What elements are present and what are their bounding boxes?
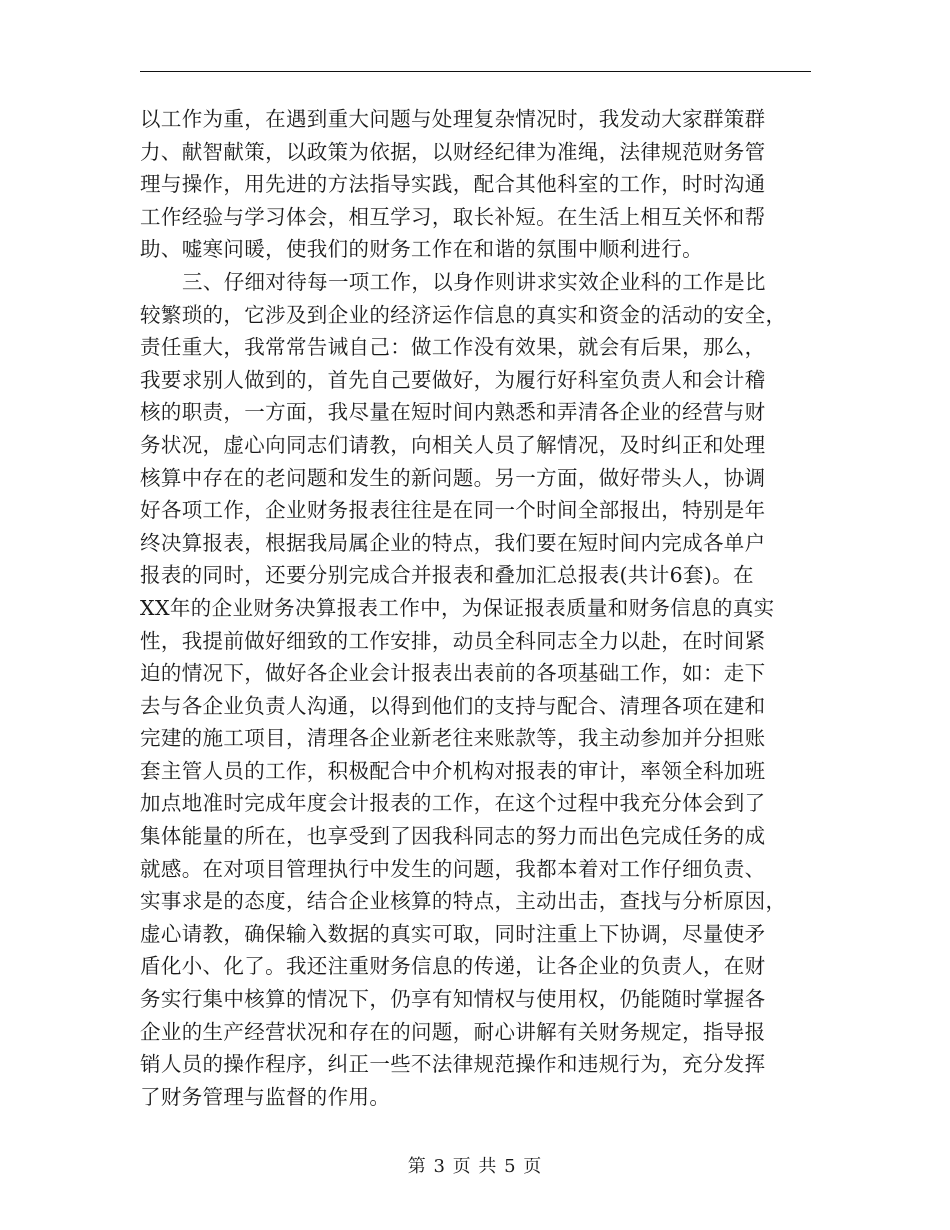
page-number-footer: 第 3 页 共 5 页 — [407, 1156, 543, 1177]
header-rule — [140, 71, 811, 72]
text-line: 核算中存在的老问题和发生的新问题。另一方面，做好带头人，协调 — [140, 465, 766, 490]
text-line: 盾化小、化了。我还注重财务信息的传递，让各企业的负责人，在财 — [140, 954, 766, 979]
text-line: 好各项工作，企业财务报表往往是在同一个时间全部报出，特别是年 — [140, 498, 766, 523]
text-line: 性，我提前做好细致的工作安排，动员全科同志全力以赴，在时间紧 — [140, 628, 766, 653]
text-line: 企业的生产经营状况和存在的问题，耐心讲解有关财务规定，指导报 — [140, 1019, 766, 1044]
text-line: 虚心请教，确保输入数据的真实可取，同时注重上下协调，尽量使矛 — [140, 921, 766, 946]
text-line: 责任重大，我常常告诫自己：做工作没有效果，就会有后果，那么， — [140, 335, 766, 360]
text-line: 实事求是的态度，结合企业核算的特点，主动出击，查找与分析原因， — [140, 889, 787, 914]
text-line: XX年的企业财务决算报表工作中，为保证报表质量和财务信息的真实 — [140, 595, 775, 620]
text-line: 务状况，虚心向同志们请教，向相关人员了解情况，及时纠正和处理 — [140, 432, 766, 457]
text-line: 了财务管理与监督的作用。 — [140, 1084, 391, 1109]
text-line: 核的职责，一方面，我尽量在短时间内熟悉和弄清各企业的经营与财 — [140, 400, 766, 425]
paragraph-first-line: 三、仔细对待每一项工作，以身作则讲求实效企业科的工作是比 — [182, 269, 766, 294]
text-line: 较繁琐的，它涉及到企业的经济运作信息的真实和资金的活动的安全， — [140, 302, 787, 327]
text-line: 助、嘘寒问暖，使我们的财务工作在和谐的氛围中顺利进行。 — [140, 237, 703, 262]
text-line: 套主管人员的工作，积极配合中介机构对报表的审计，率领全科加班 — [140, 758, 766, 783]
text-line: 销人员的操作程序，纠正一些不法律规范操作和违规行为，充分发挥 — [140, 1052, 766, 1077]
text-line: 加点地准时完成年度会计报表的工作，在这个过程中我充分体会到了 — [140, 791, 766, 816]
text-line: 务实行集中核算的情况下，仍享有知情权与使用权，仍能随时掌握各 — [140, 987, 766, 1012]
text-line: 力、献智献策，以政策为依据，以财经纪律为准绳，法律规范财务管 — [140, 139, 766, 164]
text-line: 完建的施工项目，清理各企业新老往来账款等，我主动参加并分担账 — [140, 726, 766, 751]
text-line: 集体能量的所在，也享受到了因我科同志的努力而出色完成任务的成 — [140, 824, 766, 849]
text-line: 报表的同时，还要分别完成合并报表和叠加汇总报表(共计6套)。在 — [140, 563, 754, 588]
text-line: 我要求别人做到的，首先自己要做好，为履行好科室负责人和会计稽 — [140, 367, 766, 392]
text-line: 就感。在对项目管理执行中发生的问题，我都本着对工作仔细负责、 — [140, 856, 766, 881]
text-line: 以工作为重，在遇到重大问题与处理复杂情况时，我发动大家群策群 — [140, 107, 766, 131]
document-body — [140, 103, 820, 1113]
text-line: 迫的情况下，做好各企业会计报表出表前的各项基础工作，如：走下 — [140, 661, 766, 686]
text-line: 去与各企业负责人沟通，以得到他们的支持与配合、清理各项在建和 — [140, 693, 766, 718]
text-line: 终决算报表，根据我局属企业的特点，我们要在短时间内完成各单户 — [140, 530, 766, 555]
text-line: 工作经验与学习体会，相互学习，取长补短。在生活上相互关怀和帮 — [140, 204, 766, 229]
text-line: 理与操作，用先进的方法指导实践，配合其他科室的工作，时时沟通 — [140, 172, 766, 197]
